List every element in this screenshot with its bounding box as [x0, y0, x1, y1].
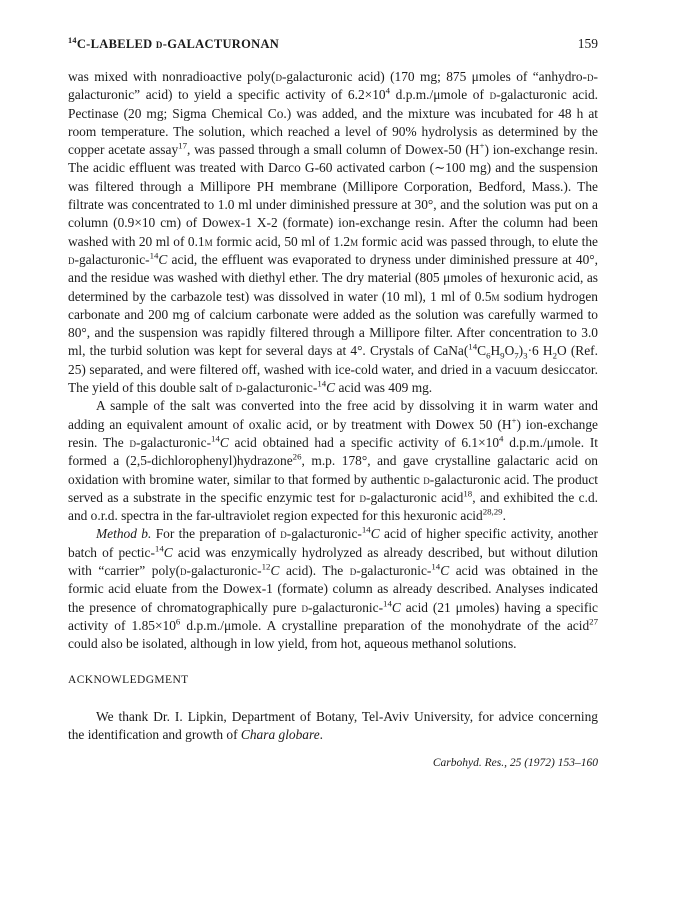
paragraph-method-a-continued: was mixed with nonradioactive poly(d-galacturonic acid) (170 mg; 875 μmoles of “anhydro-d-galacturonic” acid) to yield a specific activity of $6.2\times 10^4$ d.p.m./μmole of d-galacturonic acid. Pectinase (20 mg; Sigma Chemical Co.) was added, and the mixture was incubated for 48 h at room temperature. The solution, which reached a level of 90% hydrolysis as determined by the copper acetate assay$^{17}$, was passed through a small column of Dowex-50 (H+) ion-exchange resin. The acidic effluent was treated with Darco G-60 activated carbon (∼100 mg) and the suspension was filtered through a Millipore PH membrane (Millipore Corporation, Bedford, Mass.). The filtrate was concentrated to 1.0 ml under diminished pressure at 30°, and the solution was put on a column (0.9×10 cm) of Dowex-1 X-2 (formate) ion-exchange resin. After the column had been washed with 20 ml of 0.1m formic acid, 50 ml of 1.2m formic acid was passed through, to elute the d-galacturonic-$^{14}$C acid, the effluent was evaporated to dryness under diminished pressure at 40°, and the residue was washed with diethyl ether. The dry material (805 μmoles of hexuronic acid, as determined by the carbazole test) was dissolved in water (10 ml), 1 ml of 0.5m sodium hydrogen carbonate and 200 mg of calcium carbonate were added as the solution was carefully warmed to 80°, and the suspension was rapidly filtered through a Millipore filter. After concentration to 3.0 ml, the turbid solution was kept for several days at 4°. Crystals of $CaNa(^{14}C_6H_9O_7)_3\cdot 6$ $H_2O$ (Ref. 25) separated, and were filtered off, washed with ice-cold water, and dried in a vacuum desiccator. The yield of this double salt of d-galacturonic-$^{14}$C acid was 409 mg. — [68, 69, 599, 396]
journal-citation: Carbohyd. Res., 25 (1972) 153–160 — [432, 757, 598, 770]
page-number: 159 — [577, 36, 598, 51]
running-head — [68, 36, 598, 60]
acknowledgment-text: We thank Dr. I. Lipkin, Department of Botany, Tel-Aviv University, for advice concerning the identification and growth of Chara globare. — [68, 708, 598, 742]
paragraph-method-b: Method b. For the preparation of d-galacturonic-$^{14}$C acid of higher specific activity, another batch of pectic-$^{14}$C acid was enzymically hydrolyzed as already described, but without dilution with “carrier” poly(d-galacturonic-$^{12}$C acid). The d-galacturonic-$^{14}$C acid was obtained in the formic acid eluate from the Dowex-1 (formate) column as already described. Analyses indicated the presence of chromatographically pure d-galacturonic-$^{14}$C acid (21 μmoles) having a specific activity of $1.85\times 10^6$ d.p.m./μmole. A crystalline preparation of the monohydrate of the acid$^{27}$ could also be isolated, although in low yield, from hot, aqueous methanol solutions. — [68, 524, 598, 652]
paragraph-free-acid: A sample of the salt was converted into the free acid by dissolving it in warm water and adding an equivalent amount of oxalic acid, or by treatment with Dowex 50 (H+) ion-exchange resin. The d-galacturonic-$^{14}$C acid obtained had a specific activity of $6.1\times 10^4$ d.p.m./μmole. It formed a (2,5-dichlorophenyl)hydrazone$^{26}$, m.p. 178°, and gave crystalline galactaric acid on oxidation with bromine water, similar to that formed by authentic d-galacturonic acid. The product served as a substrate in the specific enzymic test for d-galacturonic acid$^{18}$, and exhibited the c.d. and o.r.d. spectra in the far-ultraviolet region expected for this hexuronic acid$^{28,29}$. — [68, 398, 598, 524]
running-title: $^{14}$C-LABELED d-GALACTURONAN — [68, 35, 280, 51]
body-text — [68, 68, 598, 654]
journal-page — [68, 36, 598, 769]
section-heading-acknowledgment: ACKNOWLEDGMENT — [68, 673, 189, 686]
